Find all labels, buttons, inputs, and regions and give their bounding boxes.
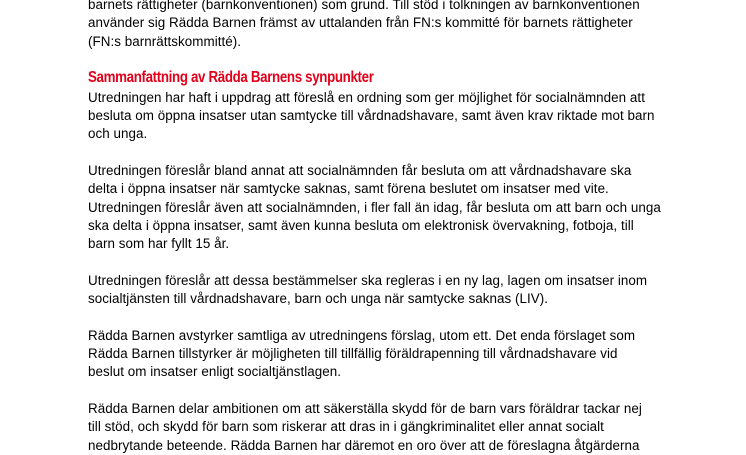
paragraph-proposals bbox=[88, 162, 688, 253]
text-line: Rädda Barnen avstyrker samtliga av utredningens förslag, utom ett. Det enda förslaget som bbox=[88, 327, 636, 343]
text-line: socialtjänsten till vårdnadshavare, barn och unga när samtycke saknas (LIV). bbox=[88, 291, 549, 307]
paragraph-gap bbox=[88, 382, 688, 400]
text-line: (FN:s barnrättskommitté). bbox=[88, 33, 242, 49]
text-line: ska delta i öppna insatser, samt även kunna besluta om elektronisk övervakning, fotboja, till bbox=[88, 217, 634, 233]
text-line: delta i öppna insatser när samtycke saknas, samt förena beslutet om insatser med vite. bbox=[88, 181, 609, 197]
text-line: besluta om öppna insatser utan samtycke till vårdnadshavare, samt även krav riktade mot barn bbox=[88, 108, 655, 124]
paragraph-gap bbox=[88, 254, 688, 272]
paragraph-new-law bbox=[88, 272, 688, 309]
text-line: beslut om insatser enligt socialtjänstlagen. bbox=[88, 364, 342, 380]
document-page bbox=[88, 0, 688, 455]
paragraph-gap bbox=[88, 308, 688, 326]
paragraph-ambition bbox=[88, 400, 688, 455]
text-line: och unga. bbox=[88, 126, 148, 142]
intro-paragraph bbox=[88, 0, 688, 51]
text-line: nedbrytande beteende. Rädda Barnen har däremot en oro över att de föreslagna åtgärderna bbox=[88, 437, 640, 453]
paragraph-assignment bbox=[88, 89, 688, 144]
text-line: Utredningen föreslår bland annat att socialnämnden får besluta om att vårdnadshavare ska bbox=[88, 163, 632, 179]
paragraph-gap bbox=[88, 144, 688, 162]
section-heading: Sammanfattning av Rädda Barnens synpunkter bbox=[88, 68, 374, 86]
text-line: Utredningen föreslår även att socialnämnden, i fler fall än idag, får besluta om att barn och unga bbox=[88, 199, 661, 215]
text-line: till stöd, och skydd för barn som riskerar att dras in i gängkriminalitet eller annat socialt bbox=[88, 419, 604, 435]
text-line: Rädda Barnen tillstyrker är möjligheten till tillfällig föräldrapenning till vårdnadshavare vid bbox=[88, 346, 618, 362]
text-line: använder sig Rädda Barnen främst av uttalanden från FN:s kommitté för barnets rättigheter bbox=[88, 15, 633, 31]
text-line: Utredningen har haft i uppdrag att föreslå en ordning som ger möjlighet för socialnämnden att bbox=[88, 89, 645, 105]
text-line: barnets rättigheter (barnkonventionen) som grund. Till stöd i tolkningen av barnkonventionen bbox=[88, 0, 640, 12]
text-line: barn som har fyllt 15 år. bbox=[88, 236, 230, 252]
paragraph-position bbox=[88, 327, 688, 382]
text-line: Rädda Barnen delar ambitionen om att säkerställa skydd för de barn vars föräldrar tackar nej bbox=[88, 400, 642, 416]
text-line: Utredningen föreslår att dessa bestämmelser ska regleras i en ny lag, lagen om insatser inom bbox=[88, 272, 648, 288]
